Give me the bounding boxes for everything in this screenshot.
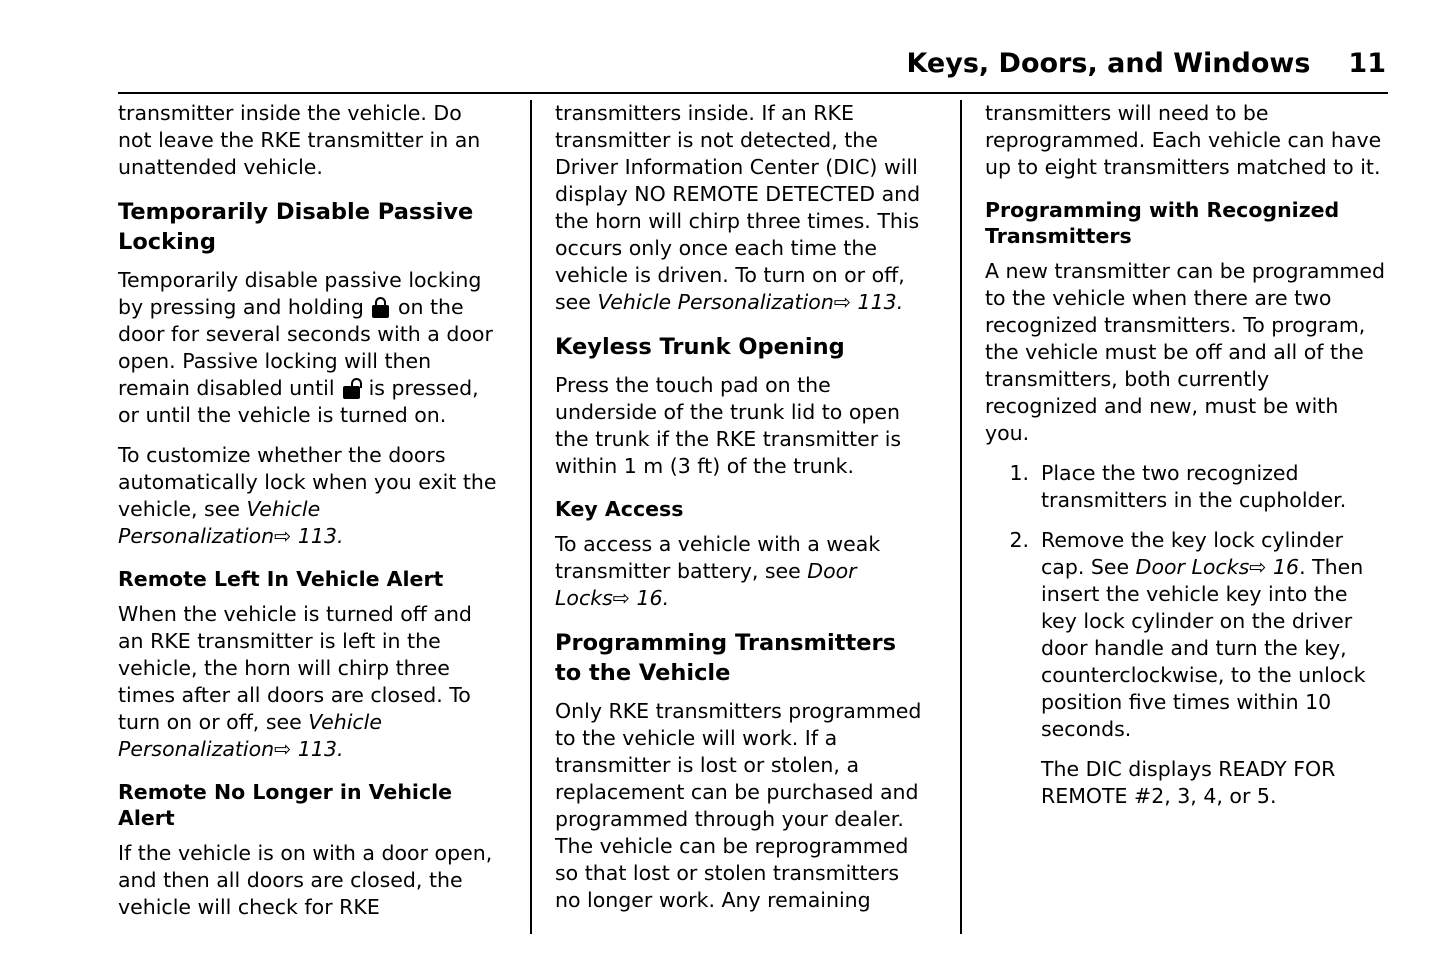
cross-reference-title: Vehicle Personalization: [118, 497, 321, 548]
temp-disable-text-b: on the door for several seconds with a door open. Passive locking will then remain disabled until: [118, 295, 493, 400]
paragraph-continued: transmitters will need to be reprogrammed. Each vehicle can have up to eight transmitters matched to it.: [985, 101, 1382, 179]
cross-reference-page: 113: [857, 290, 897, 314]
paragraph-customize-doors: To customize whether the doors automatically lock when you exit the vehicle, see Vehicle Personalization⇨ 113.: [118, 443, 497, 548]
heading-keyless-trunk-opening: Keyless Trunk Opening: [555, 334, 845, 360]
heading-key-access: Key Access: [555, 497, 684, 521]
paragraph-programming: Only RKE transmitters programmed to the vehicle will work. If a transmitter is lost or stolen, a replacement can be purchased and programmed through your dealer. The vehicle can be reprogrammed so that lost or stolen transmitters no longer work. Any remaining: [555, 699, 922, 912]
paragraph-temp-disable: [118, 267, 500, 429]
cross-reference-title: Vehicle Personalization: [597, 290, 834, 314]
column-3: [960, 100, 1388, 934]
page-ref-arrow-icon: ⇨: [1249, 555, 1267, 579]
paragraph-keyless-trunk: Press the touch pad on the underside of the trunk lid to open the trunk if the RKE transmitter is within 1 m (3 ft) of the trunk.: [555, 373, 902, 478]
cross-reference-page: 113: [297, 737, 338, 761]
heading-programming-with-recognized-transmitters: Programming with Recognized Transmitters: [985, 198, 1340, 248]
list-item: 2. Remove the key lock cylinder cap. See Door Locks⇨ 16. Then insert the vehicle key into the key lock cylinder on the driver door handle and turn the key, counterclockwise, to the unlock position five times within 10 seconds. The DIC displays READY FOR REMOTE #2, 3, 4, or 5.: [985, 527, 1388, 810]
step-text: Place the two recognized transmitters in the cupholder.: [1041, 461, 1347, 512]
header-divider: [118, 92, 1388, 94]
step-number: 2.: [1009, 528, 1029, 552]
content-columns: [118, 100, 1388, 934]
heading-temporarily-disable-passive-locking: Temporarily Disable Passive Locking: [118, 199, 474, 255]
page-ref-arrow-icon: ⇨: [833, 290, 852, 314]
cross-reference-title: Vehicle Personalization: [118, 710, 382, 761]
paragraph-key-access: To access a vehicle with a weak transmitter battery, see Door Locks⇨ 16.: [555, 532, 881, 610]
lock-closed-icon: [372, 297, 389, 318]
temp-disable-text-c: is pressed, or until the vehicle is turned on.: [118, 376, 479, 427]
key-access-text: To access a vehicle with a weak transmitter battery, see: [555, 532, 881, 583]
page-header: [118, 48, 1386, 79]
cross-reference-page: 16: [1272, 555, 1300, 579]
numbered-steps-list: [985, 460, 1388, 810]
column-1: [118, 100, 530, 934]
cross-reference-page: 113: [297, 524, 338, 548]
cross-reference-title: Door Locks: [555, 559, 857, 610]
remote-left-text: When the vehicle is turned off and an RKE transmitter is left in the vehicle, the horn will chirp three times after all doors are closed. To turn on or off, see: [118, 602, 472, 734]
step-number: 1.: [1009, 461, 1029, 485]
paragraph-continued: transmitters inside. If an RKE transmitter is not detected, the Driver Information Center (DIC) will display NO REMOTE DETECTED and the horn will chirp three times. This occurs only once each time the vehicle is driven. To turn on or off, see Vehicle Personalization⇨ 113.: [555, 101, 921, 314]
page-ref-arrow-icon: ⇨: [274, 737, 292, 761]
list-item: [985, 460, 1388, 514]
step-text-a: Remove the key lock cylinder cap. See: [1041, 528, 1344, 579]
page-title: Keys, Doors, and Windows: [906, 48, 1311, 79]
page-ref-arrow-icon: ⇨: [612, 586, 630, 610]
temp-disable-text-a: Temporarily disable passive locking by pressing and holding: [118, 268, 482, 319]
paragraph-remote-left: When the vehicle is turned off and an RKE transmitter is left in the vehicle, the horn will chirp three times after all doors are closed. To turn on or off, see Vehicle Personalization⇨ 113.: [118, 602, 472, 761]
page-ref-arrow-icon: ⇨: [274, 524, 292, 548]
column-2: [530, 100, 960, 934]
paragraph-recognized-transmitters: A new transmitter can be programmed to the vehicle when there are two recognized transmitters. To program, the vehicle must be off and all of the transmitters, both currently recognized and new, must be with you.: [985, 259, 1386, 445]
heading-remote-no-longer-in-vehicle-alert: Remote No Longer in Vehicle Alert: [118, 780, 453, 830]
page-number: 11: [1348, 48, 1386, 79]
continued-text: transmitters inside. If an RKE transmitter is not detected, the Driver Information Center (DIC) will display NO REMOTE DETECTED and the horn will chirp three times. This occurs only once each time the vehicle is driven. To turn on or off, see: [555, 101, 921, 314]
step-sub-paragraph: The DIC displays READY FOR REMOTE #2, 3, 4, or 5.: [1041, 757, 1336, 808]
step-text-b: Then insert the vehicle key into the key lock cylinder on the driver door handle and turn the key, counterclockwise, to the unlock position five times within 10 seconds.: [1041, 555, 1366, 741]
customize-text: To customize whether the doors automatically lock when you exit the vehicle, see: [118, 443, 497, 521]
cross-reference-page: 16: [636, 586, 663, 610]
cross-reference-title: Door Locks: [1135, 555, 1250, 579]
paragraph-remote-no-longer: If the vehicle is on with a door open, and then all doors are closed, the vehicle will check for RKE: [118, 841, 493, 919]
paragraph-continued: transmitter inside the vehicle. Do not leave the RKE transmitter in an unattended vehicle.: [118, 101, 481, 179]
heading-remote-left-in-vehicle-alert: Remote Left In Vehicle Alert: [118, 567, 444, 591]
lock-open-icon: [343, 378, 360, 399]
heading-programming-transmitters: Programming Transmitters to the Vehicle: [555, 630, 896, 686]
